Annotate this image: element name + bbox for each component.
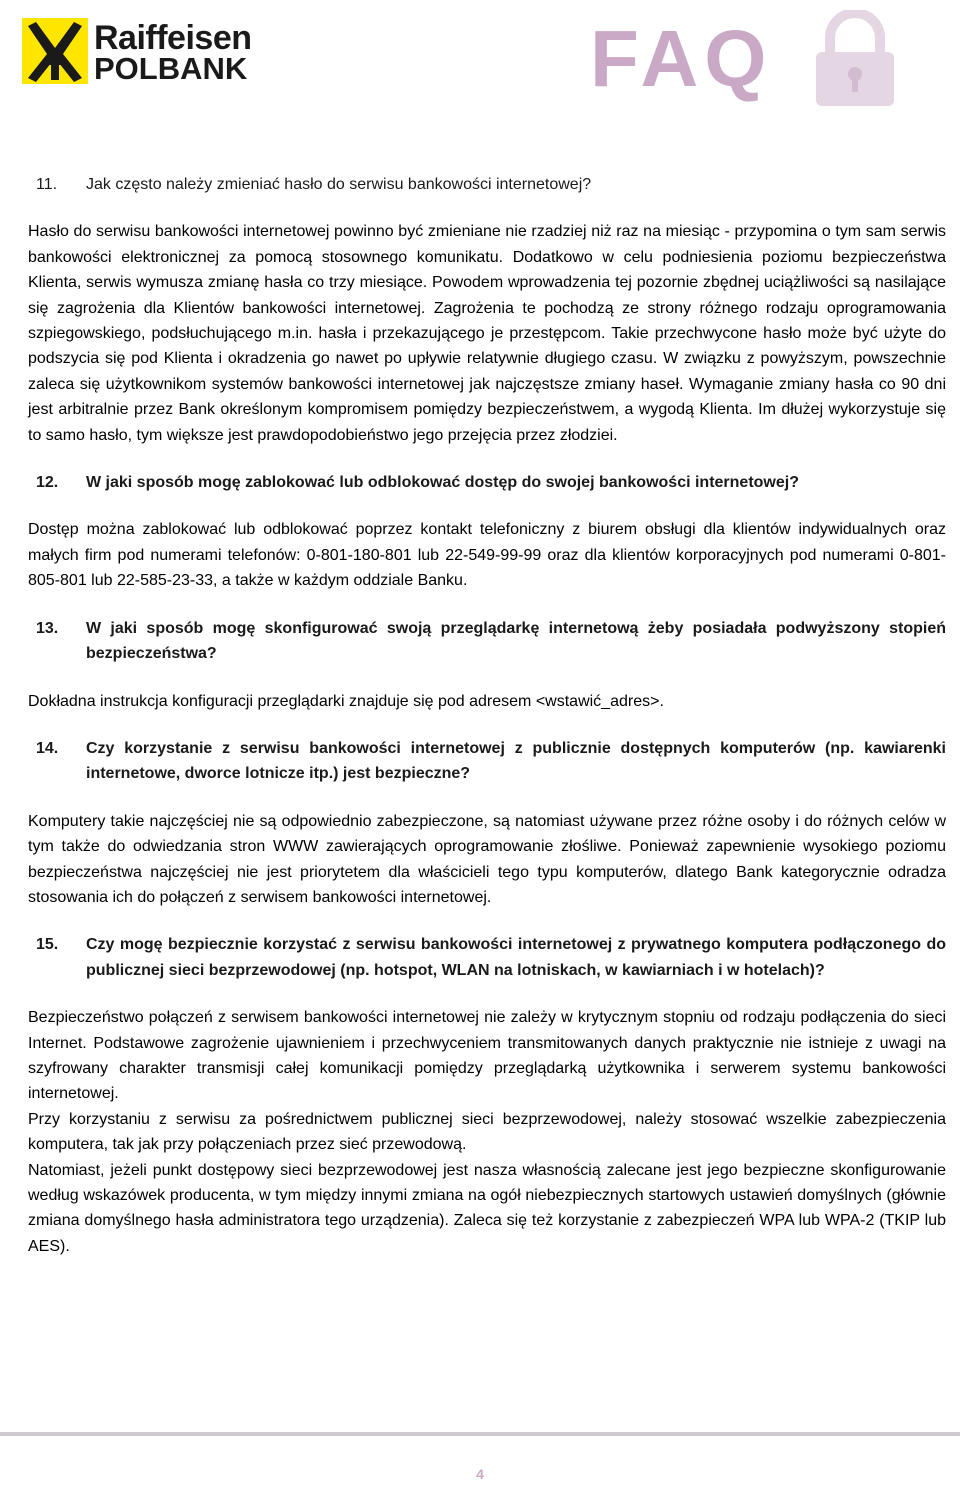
faq-label: FAQ (590, 14, 773, 103)
question-13 (28, 616, 946, 667)
question-text: W jaki sposób mogę skonfigurować swoją przeglądarkę internetową żeby posiadała podwyższony stopień bezpieczeństwa? (86, 619, 946, 663)
question-number: 13. (36, 619, 59, 637)
answer-paragraph: Dokładna instrukcja konfiguracji przeglądarki znajduje się pod adresem <wstawić_adres>. (28, 692, 664, 710)
gable-cross-icon (22, 18, 88, 84)
faq-content (28, 172, 946, 1259)
answer-paragraph: Bezpieczeństwo połączeń z serwisem bankowości internetowej nie zależy w krytycznym stopniu od rodzaju podłączenia do sieci Internet. Podstawowe zagrożenie ujawnieniem i przechwyceniem transmitowanych danych praktycznie nie istnieje z uwagi na szyfrowany charakter transmisji całej komunikacji pomiędzy przeglądarką użytkownika i serwerem systemu bankowości internetowej. (28, 1009, 946, 1103)
question-14 (28, 736, 946, 787)
answer-paragraph: Hasło do serwisu bankowości internetowej powinno być zmieniane nie rzadziej niż raz na miesiąc - przypomina o tym sam serwis bankowości elektronicznej za pomocą stosownego komunikatu. Dodatkowo w celu podniesienia poziomu bezpieczeństwa Klienta, serwis wymusza zmianę hasła co trzy miesiące. Powodem wprowadzenia tej pozornie zbędnej uciążliwości są nasilające się zagrożenia dla Klientów bankowości internetowej. Zagrożenia te pochodzą ze strony różnego rodzaju oprogramowania szpiegowskiego, podsłuchującego m.in. hasła i przekazującego je przestępcom. Takie przechwycone hasło może być użyte do podszycia się pod Klienta i okradzenia go nawet po upływie relatywnie długiego czasu. W związku z powyższym, powszechnie zaleca się użytkownikom systemów bankowości internetowej jak najczęstsze zmiany haseł. Wymaganie zmiany hasła co 90 dni jest arbitralnie przez Bank określonym kompromisem pomiędzy bezpieczeństwem, a wygodą Klienta. Im dłużej wykorzystuje się to samo hasło, tym większe jest prawdopodobieństwo jego przejęcia przez złodziei. (28, 223, 946, 444)
answer-paragraph: Natomiast, jeżeli punkt dostępowy sieci bezprzewodowej jest nasza własnością zalecane jest jego bezpieczne skonfigurowanie według wskazówek producenta, w tym między innymi zmiana na ogół niebezpiecznych startowych ustawień domyślnych (głównie zmiana domyślnego hasła administratora tego urządzenia). Zaleca się też korzystanie z zabezpieczeń WPA lub WPA-2 (TKIP lub AES). (28, 1161, 946, 1255)
question-number: 11. (36, 176, 58, 193)
page-header (0, 0, 960, 115)
question-12 (28, 470, 946, 495)
question-number: 14. (36, 739, 59, 757)
footer-divider (0, 1432, 960, 1436)
answer-paragraph: Przy korzystaniu z serwisu za pośrednictwem publicznej sieci bezprzewodowej, należy stosować wszelkie zabezpieczenia komputera, tak jak przy połączeniach przez sieć przewodową. (28, 1110, 946, 1154)
brand-subname: POLBANK (94, 51, 248, 86)
faq-banner (590, 10, 930, 106)
question-text: Czy mogę bezpiecznie korzystać z serwisu bankowości internetowej z prywatnego komputera podłączonego do publicznej sieci bezprzewodowej (np. hotspot, WLAN na lotniskach, w kawiarniach i w hotelach)? (86, 936, 946, 979)
answer-paragraph: Dostęp można zablokować lub odblokować poprzez kontakt telefoniczny z biurem obsługi dla klientów indywidualnych oraz małych firm pod numerami telefonów: 0-801-180-801 lub 22-549-99-99 oraz dla klientów korporacyjnych pod numerami 0-801-805-801 lub 22-585-23-33, a także w każdym oddziale Banku. (28, 521, 946, 590)
question-text: W jaki sposób mogę zablokować lub odblokować dostęp do swojej bankowości internetowej? (86, 474, 799, 492)
question-text: Czy korzystanie z serwisu bankowości internetowej z publicznie dostępnych komputerów (np. kawiarenki internetowe, dworce lotnicze itp.) jest bezpieczne? (86, 739, 946, 783)
question-15 (28, 932, 946, 983)
question-number: 15. (36, 936, 59, 954)
page-number: 4 (476, 1466, 484, 1482)
brand-name: Raiffeisen (94, 19, 252, 57)
question-number: 12. (36, 474, 59, 492)
padlock-icon (790, 10, 920, 106)
question-11 (28, 172, 946, 197)
answer-paragraph: Komputery takie najczęściej nie są odpowiednio zabezpieczone, są natomiast używane przez różne osoby i do różnych celów w tym także do odwiedzania stron WWW zawierających oprogramowanie złośliwe. Ponieważ zapewnienie wysokiego poziomu bezpieczeństwa najczęściej nie jest priorytetem dla właścicieli tego typu komputerów, dlatego Bank kategorycznie odradza stosowania ich do połączeń z serwisem bankowości internetowej. (28, 812, 946, 906)
question-text: Jak często należy zmieniać hasło do serwisu bankowości internetowej? (86, 176, 592, 193)
raiffeisen-logo (22, 18, 282, 88)
